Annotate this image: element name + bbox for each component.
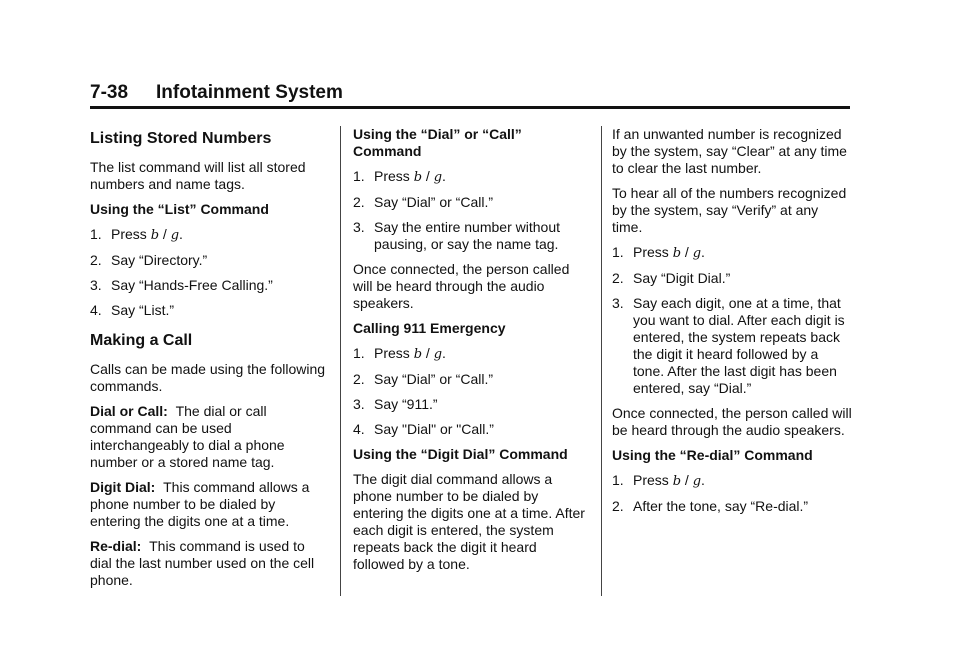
definition: Re-dial: This command is used to dial the last number used on the cell phone. <box>90 538 315 588</box>
phone-icon: g <box>692 246 702 261</box>
step: 4. Say "Dial" or "Call.” <box>353 421 494 437</box>
phone-icon: g <box>692 474 702 489</box>
phone-icon: g <box>170 228 180 243</box>
step: 2. Say “Directory.” <box>90 252 208 268</box>
step: 2. After the tone, say “Re-dial.” <box>612 498 809 514</box>
step: 1. Press b / g. <box>612 472 705 489</box>
column-3 <box>612 126 852 523</box>
talk-icon: b <box>413 347 423 362</box>
subheading: Calling 911 Emergency <box>353 320 506 336</box>
step: 1. Press b / g. <box>353 168 446 185</box>
paragraph: If an unwanted number is recognized by the system, say “Clear” at any time to clear the last number. <box>612 126 847 176</box>
step: 3. Say each digit, one at a time, that you want to dial. After each digit is entered, the system repeats back the digit it heard followed by a tone. After the last digit has been entered, say “Dial.” <box>612 295 845 396</box>
step: 3. Say “Hands-Free Calling.” <box>90 277 273 293</box>
subheading: Using the “Dial” or “Call” Command <box>353 126 522 159</box>
step: 3. Say “911.” <box>353 396 438 412</box>
column-1 <box>90 126 326 597</box>
step: 1. Press b / g. <box>353 345 446 362</box>
paragraph: Once connected, the person called will be heard through the audio speakers. <box>353 261 570 311</box>
subheading: Using the “List” Command <box>90 201 269 217</box>
column-divider <box>340 126 341 596</box>
paragraph: The list command will list all stored numbers and name tags. <box>90 159 306 192</box>
phone-icon: g <box>433 170 443 185</box>
paragraph: To hear all of the numbers recognized by the system, say “Verify” at any time. <box>612 185 847 235</box>
step: 2. Say “Dial” or “Call.” <box>353 371 494 387</box>
subheading: Using the “Re-dial” Command <box>612 447 813 463</box>
subheading: Using the “Digit Dial” Command <box>353 446 568 462</box>
column-divider <box>601 126 602 596</box>
phone-icon: g <box>433 347 443 362</box>
talk-icon: b <box>150 228 160 243</box>
step: 2. Say “Digit Dial.” <box>612 270 731 286</box>
page-header <box>90 80 850 109</box>
paragraph: Once connected, the person called will be heard through the audio speakers. <box>612 405 852 438</box>
definition: Dial or Call: The dial or call command can be used interchangeably to dial a phone number or a stored name tag. <box>90 403 285 470</box>
section-heading: Listing Stored Numbers <box>90 130 272 147</box>
step: 3. Say the entire number without pausing, or say the name tag. <box>353 219 560 252</box>
page-number: 7-38 <box>90 82 129 103</box>
step: 2. Say “Dial” or “Call.” <box>353 194 494 210</box>
step: 1. Press b / g. <box>612 244 705 261</box>
talk-icon: b <box>413 170 423 185</box>
section-heading: Making a Call <box>90 332 193 349</box>
talk-icon: b <box>672 474 682 489</box>
paragraph: Calls can be made using the following commands. <box>90 361 326 394</box>
talk-icon: b <box>672 246 682 261</box>
step: 1. Press b / g. <box>90 226 183 243</box>
paragraph: The digit dial command allows a phone number to be dialed by entering the digits one at a time. After each digit is entered, the system repeats back the digit it heard followed by a tone. <box>353 471 585 572</box>
column-2 <box>353 126 587 581</box>
page-title: Infotainment System <box>156 82 343 103</box>
step: 4. Say “List.” <box>90 302 175 318</box>
definition: Digit Dial: This command allows a phone number to be dialed by entering the digits one at a time. <box>90 479 310 529</box>
